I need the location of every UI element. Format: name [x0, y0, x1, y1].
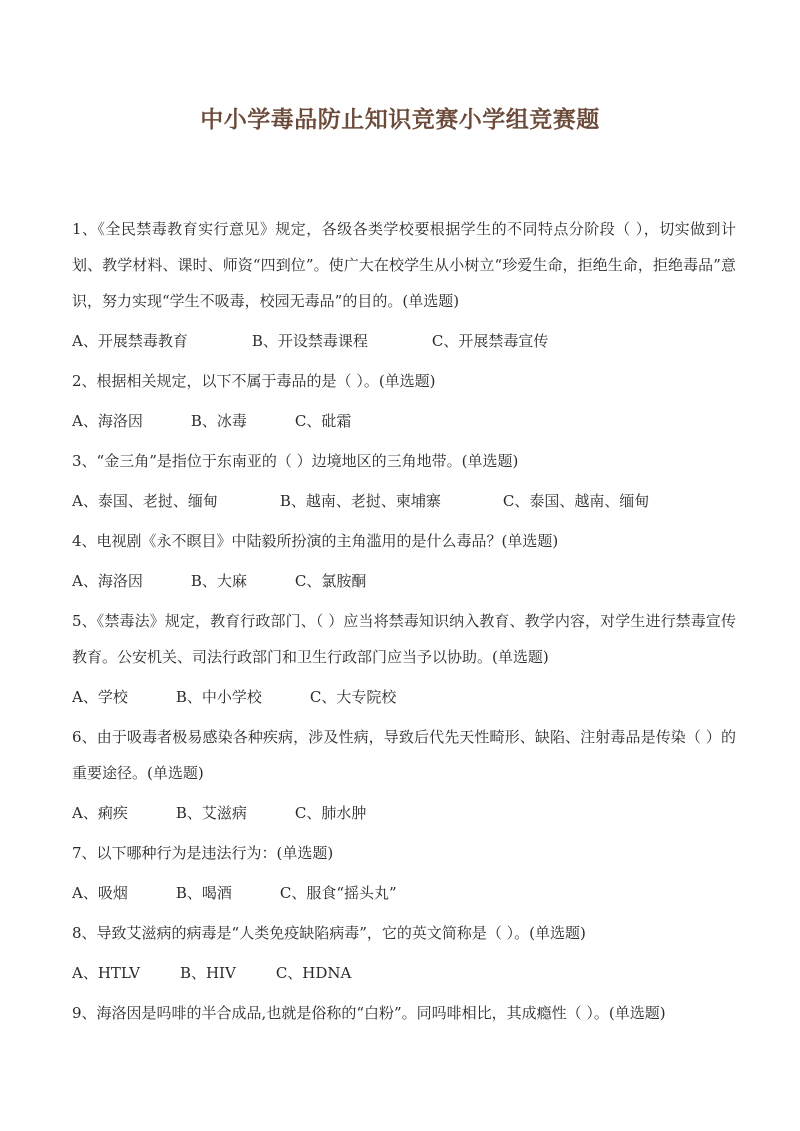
option-a: A、痢疾: [72, 804, 128, 822]
option-c: C、HDNA: [275, 964, 352, 982]
options-6: [72, 795, 736, 831]
option-b: B、越南、老挝、柬埔寨: [279, 492, 441, 510]
question-8: 8、导致艾滋病的病毒是“人类免疫缺陷病毒”，它的英文简称是（ ）。(单选题): [72, 924, 586, 942]
option-b: B、大麻: [190, 572, 247, 590]
options-3: [72, 483, 736, 519]
option-c: C、泰国、越南、缅甸: [502, 492, 650, 510]
page-title: 中小学毒品防止知识竞赛小学组竞赛题: [200, 106, 600, 133]
option-b: B、艾滋病: [175, 804, 247, 822]
question-6: 6、由于吸毒者极易感染各种疾病，涉及性病，导致后代先天性畸形、缺陷、注射毒品是传染（ ）的重要途径。(单选题): [72, 728, 736, 782]
option-b: B、冰毒: [190, 412, 247, 430]
option-b: B、HIV: [179, 964, 236, 982]
question-4: 4、电视剧《永不瞑目》中陆毅所扮演的主角滥用的是什么毒品？(单选题): [72, 532, 559, 550]
option-b: B、开设禁毒课程: [251, 332, 368, 350]
option-a: A、海洛因: [72, 412, 143, 430]
option-c: C、氯胺酮: [294, 572, 367, 590]
option-b: B、中小学校: [175, 688, 262, 706]
options-5: [72, 679, 736, 715]
options-1: [72, 323, 736, 359]
options-2: [72, 403, 736, 439]
options-8: [72, 955, 736, 991]
option-c: C、开展禁毒宣传: [431, 332, 549, 350]
question-3: 3、“金三角”是指位于东南亚的（ ）边境地区的三角地带。(单选题): [72, 452, 519, 470]
option-c: C、服食“摇头丸”: [279, 884, 397, 902]
option-c: C、肺水肿: [294, 804, 367, 822]
option-a: A、吸烟: [72, 884, 128, 902]
question-2: 2、根据相关规定，以下不属于毒品的是（ ）。(单选题): [72, 372, 436, 390]
options-7: [72, 875, 736, 911]
option-c: C、大专院校: [309, 688, 397, 706]
question-9: 9、海洛因是吗啡的半合成品,也就是俗称的“白粉”。同吗啡相比，其成瘾性（ ）。(单选题): [72, 1004, 666, 1022]
option-c: C、砒霜: [294, 412, 352, 430]
option-a: A、开展禁毒教育: [72, 332, 188, 350]
option-a: A、海洛因: [72, 572, 143, 590]
option-b: B、喝酒: [175, 884, 232, 902]
question-1: 1、《全民禁毒教育实行意见》规定，各级各类学校要根据学生的不同特点分阶段（ ），切实做到计划、教学材料、课时、师资“四到位”。使广大在校学生从小树立“珍爱生命，拒绝生命，拒绝毒品”意识，努力实现“学生不吸毒，校园无毒品”的目的。(单选题): [72, 220, 736, 310]
question-7: 7、以下哪种行为是违法行为：(单选题): [72, 844, 334, 862]
options-4: [72, 563, 736, 599]
option-a: A、泰国、老挝、缅甸: [72, 492, 218, 510]
question-5: 5、《禁毒法》规定，教育行政部门、（ ）应当将禁毒知识纳入教育、教学内容，对学生进行禁毒宣传教育。公安机关、司法行政部门和卫生行政部门应当予以协助。(单选题): [72, 612, 736, 666]
option-a: A、HTLV: [72, 964, 140, 982]
option-a: A、学校: [72, 688, 128, 706]
question-list: [72, 211, 736, 1035]
